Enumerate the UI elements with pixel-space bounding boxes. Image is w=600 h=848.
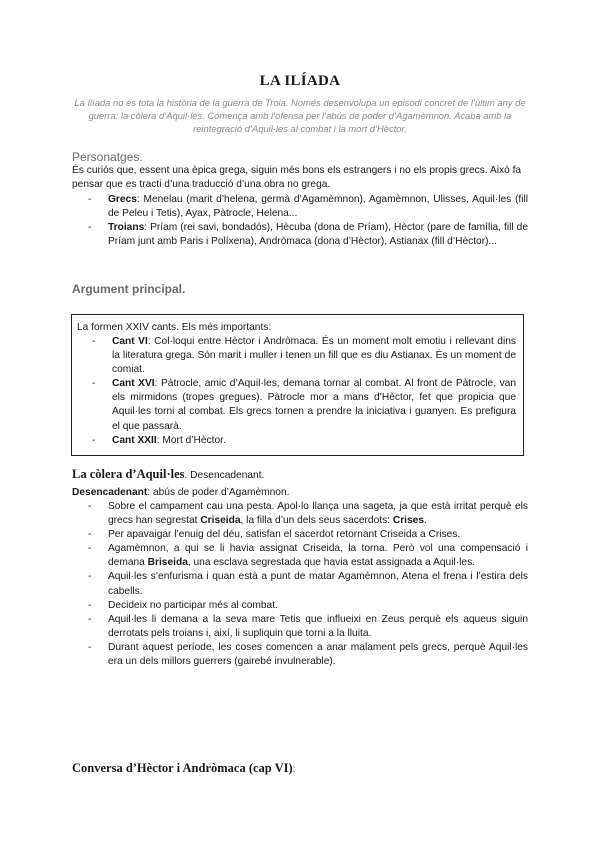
cant-vi-label: Cant VI [112,336,148,347]
colera-list [88,500,528,669]
list-item: - Agamèmnon, a qui se li havia assignat Criseida, la torna. Però vol una compensació i demana Briseida, una esclava segrestada que havia estat assignada a Aquil·les. [88,542,528,570]
conversa-heading [72,761,296,776]
cant-xvi-text: : Pàtrocle, amic d’Aquil·les, demana tornar al combat. Al front de Pàtrocle, van els mirmidons (tropes gregues). Pàtrocle mor a mans d’Hèctor, fet que propicia que Aquil·les torni al combat. Els grecs tornen a prendre la iniciativa i guanyen. Es prefigura el que passarà. [112,378,516,432]
page-title: LA ILÍADA [259,73,341,89]
argument-box [71,314,524,456]
cants-list [92,335,516,448]
list-item-grecs [88,193,528,221]
list-item: - Per apavaigar l’enuig del déu, satisfan el sacerdot retornant Criseida a Crises. [88,528,528,542]
briseida-name: Briseida [147,557,188,569]
cant-xvi-label: Cant XVI [112,378,155,390]
cant-vi-text: : Col·loqui entre Hèctor i Andròmaca. És un moment molt emotiu i rellevant dins la literatura grega. Són marit i muller i tenen un fill que es diu Astianax. És un moment de comiat. [112,336,516,376]
personatges-text: És curiós que, essent una èpica grega, siguin més bons els estrangers i no els propis grecs. Això fa pensar que es tracti d’una traducció d’una obra no grega. [72,165,522,191]
list-item-cant-xxii [92,434,516,448]
argument-heading: Argument principal. [72,282,186,296]
list-item: - Decideix no participar més al combat. [88,599,528,613]
intro-summary: La Ilíada no és tota la història de la guerra de Troia. Només desenvolupa un episodi concret de l’últim any de guerra: la còlera d’Aquil·les. Comença amb l’ofensa per l’abús de poder d’Agamèmnon. Acaba amb la reintegració d’Aquil·les al combat i la mort d’Hèctor. [74,97,526,134]
cant-xxii-text: : Mort d’Hèctor. [156,434,226,446]
argument-lead: La formen XXIV cants. Els més importants: [77,322,272,333]
criseida-name: Criseida [200,515,241,527]
cant-xxii-label: Cant XXII [112,434,157,446]
desencadenant-line [72,486,528,500]
troians-text: : Príam (rei savi, bondadós), Hècuba (dona de Príam), Hèctor (pare de família, fill de Príam junt amb Paris i Políxena), Andròmaca (dona d’Hèctor), Astianax (fill d’Hèctor)... [108,222,528,248]
conversa-heading-rest: : [292,764,296,775]
conversa-heading-title: Conversa d’Hèctor i Andròmaca (cap VI) [72,761,293,775]
colera-heading-rest: . Desencadenant. [184,470,265,481]
list-item-troians [88,221,528,249]
grecs-label: Grecs [108,194,137,205]
troians-label: Troians [108,222,145,234]
list-item-cant-xvi [92,377,516,433]
personatges-heading: Personatges. [72,150,143,164]
desencadenant-text: : abús de poder d’Agamèmnon. [147,487,290,498]
personatges-list [88,193,528,249]
list-item: - Sobre el campament cau una pesta. Apol·lo llança una sageta, ja que està irritat perquè els grecs han segrestat Criseida, la filla d’un dels seus sacerdots: Crises. [88,500,528,528]
list-item: - Durant aquest període, les coses comencen a anar malament pels grecs, perquè Aquil·les era un dels millors guerrers (gairebé invulnerable). [88,641,528,669]
list-item: - Aquil·les s’enfurisma i quan està a punt de matar Agamèmnon, Atena el frena i l’estira dels cabells. [88,570,528,598]
grecs-text: : Menelau (marit d’helena, germà d’Agamèmnon), Agamèmnon, Ulisses, Aquil·les (fill de Peleu i Tetis), Ayax, Pàtrocle, Helena... [108,194,528,220]
desencadenant-label: Desencadenant [72,487,148,498]
list-item: - Aquil·les li demana a la seva mare Tetis que influeixi en Zeus perquè els aqueus siguin derrotats pels troians i, així, li supliquin que torni a la lluita. [88,613,528,641]
list-item-cant-vi [92,335,516,377]
colera-heading-title: La còlera d’Aquil·les [72,467,185,481]
crises-name: Crises [392,515,424,527]
colera-heading [72,467,264,482]
